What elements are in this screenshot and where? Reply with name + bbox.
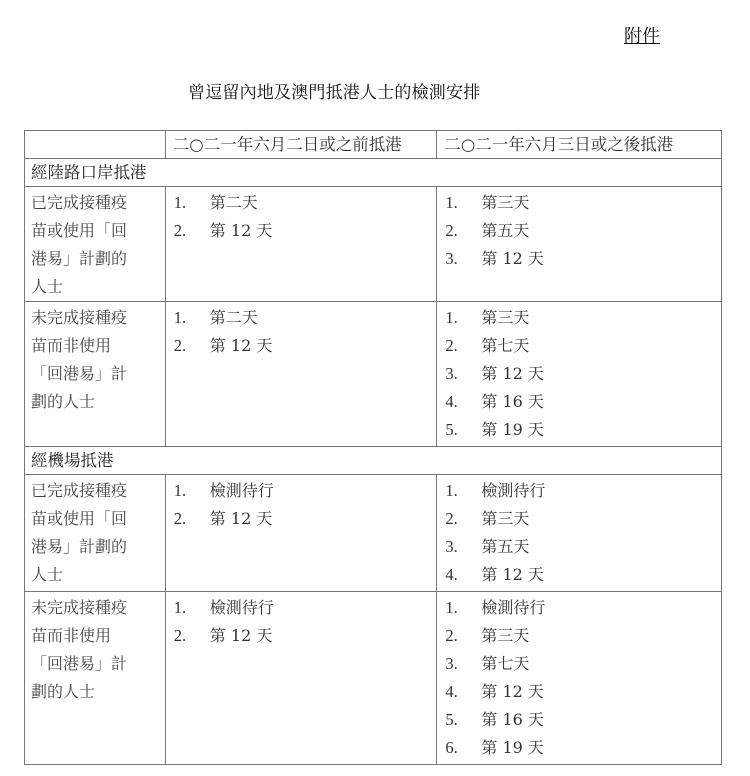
test-day-text: 第七天	[481, 336, 530, 355]
test-day-text: 第三天	[481, 193, 530, 212]
list-item	[445, 650, 717, 678]
test-day-text: 第五天	[481, 537, 530, 556]
list-number: 5.	[445, 420, 458, 439]
annex-label: 附件	[624, 26, 660, 47]
section-row	[25, 447, 722, 475]
list-item	[445, 678, 717, 706]
test-day-list	[445, 594, 717, 762]
test-day-list	[174, 189, 433, 245]
list-number: 2.	[173, 626, 187, 645]
list-number: 2.	[173, 509, 187, 528]
list-item	[445, 388, 717, 416]
list-item	[445, 561, 717, 589]
test-day-text: 第二天	[209, 308, 258, 327]
test-day-text: 第 19 天	[481, 738, 544, 757]
list-item	[445, 217, 717, 245]
after-date-cell	[437, 475, 722, 592]
test-day-text: 第三天	[481, 509, 530, 528]
test-day-text: 第 12 天	[209, 336, 273, 355]
group-label-line: 劃的人士	[31, 392, 96, 411]
list-item	[445, 533, 717, 561]
test-day-text: 第 16 天	[481, 392, 544, 411]
test-day-text: 第 19 天	[481, 420, 544, 439]
section-label: 經陸路口岸抵港	[25, 159, 722, 187]
list-item	[174, 189, 433, 217]
list-item	[445, 416, 717, 444]
group-label-line: 未完成接種疫	[31, 308, 128, 327]
test-day-text: 第 12 天	[481, 364, 544, 383]
group-label-line: 「回港易」計	[31, 364, 128, 383]
list-number: 1.	[445, 598, 458, 617]
group-label-line: 苗而非使用	[31, 626, 112, 645]
list-item	[445, 477, 717, 505]
test-day-list	[174, 304, 433, 360]
header-row	[25, 131, 722, 159]
test-day-text: 第 12 天	[481, 565, 544, 584]
table-row	[25, 187, 722, 302]
group-label-line: 苗而非使用	[31, 336, 112, 355]
before-date-cell	[165, 475, 437, 592]
list-item	[445, 304, 717, 332]
list-item	[445, 360, 717, 388]
list-item	[445, 245, 717, 273]
list-item	[174, 505, 433, 533]
list-number: 1.	[173, 193, 187, 212]
table-row	[25, 592, 722, 765]
list-number: 1.	[173, 481, 187, 500]
list-number: 2.	[173, 336, 187, 355]
test-day-list	[445, 189, 717, 273]
table-body	[25, 159, 722, 765]
group-label-line: 劃的人士	[31, 682, 96, 701]
group-label-line: 苗或使用「回	[31, 221, 128, 240]
list-number: 3.	[445, 249, 458, 268]
test-day-list	[174, 594, 433, 650]
group-label-line: 「回港易」計	[31, 654, 128, 673]
list-number: 3.	[445, 364, 458, 383]
before-date-cell	[165, 592, 437, 765]
list-item	[445, 594, 717, 622]
test-day-text: 第三天	[481, 308, 530, 327]
list-item	[174, 217, 433, 245]
group-label-line: 港易」計劃的	[31, 249, 128, 268]
section-row	[25, 159, 722, 187]
header-after-date: 二○二一年六月三日或之後抵港	[437, 131, 722, 159]
list-number: 1.	[173, 598, 187, 617]
list-number: 2.	[445, 221, 458, 240]
list-item	[445, 706, 717, 734]
test-day-text: 第 12 天	[481, 249, 544, 268]
group-cell	[25, 187, 166, 302]
list-item	[445, 734, 717, 762]
test-day-text: 第七天	[481, 654, 530, 673]
group-label-line: 港易」計劃的	[31, 537, 128, 556]
group-label-line: 已完成接種疫	[31, 193, 128, 212]
test-day-text: 第五天	[481, 221, 530, 240]
list-number: 1.	[445, 193, 458, 212]
list-item	[445, 505, 717, 533]
section-label: 經機場抵港	[25, 447, 722, 475]
list-number: 4.	[445, 565, 458, 584]
list-number: 1.	[445, 308, 458, 327]
list-number: 3.	[445, 654, 458, 673]
testing-schedule-table	[24, 130, 722, 765]
list-number: 3.	[445, 537, 458, 556]
list-item	[174, 332, 433, 360]
group-label-line: 人士	[31, 277, 64, 296]
list-item	[174, 477, 433, 505]
list-number: 4.	[445, 392, 458, 411]
list-item	[445, 332, 717, 360]
test-day-text: 第 12 天	[209, 221, 273, 240]
list-number: 2.	[445, 509, 458, 528]
test-day-text: 第 12 天	[209, 509, 273, 528]
header-empty	[25, 131, 166, 159]
test-day-text: 第二天	[209, 193, 258, 212]
list-number: 1.	[173, 308, 187, 327]
group-cell	[25, 475, 166, 592]
list-item	[174, 622, 433, 650]
after-date-cell	[437, 187, 722, 302]
test-day-text: 檢測待行	[481, 598, 546, 617]
before-date-cell	[165, 187, 437, 302]
before-date-cell	[165, 302, 437, 447]
table-row	[25, 302, 722, 447]
test-day-text: 檢測待行	[209, 598, 274, 617]
group-label-line: 已完成接種疫	[31, 481, 128, 500]
after-date-cell	[437, 592, 722, 765]
list-item	[445, 189, 717, 217]
header-before-date: 二○二一年六月二日或之前抵港	[165, 131, 437, 159]
group-label-line: 苗或使用「回	[31, 509, 128, 528]
list-number: 2.	[173, 221, 187, 240]
list-number: 2.	[445, 626, 458, 645]
test-day-text: 檢測待行	[209, 481, 274, 500]
list-number: 2.	[445, 336, 458, 355]
group-cell	[25, 302, 166, 447]
list-number: 5.	[445, 710, 458, 729]
group-cell	[25, 592, 166, 765]
list-number: 6.	[445, 738, 458, 757]
test-day-text: 第三天	[481, 626, 530, 645]
list-number: 1.	[445, 481, 458, 500]
after-date-cell	[437, 302, 722, 447]
list-item	[174, 594, 433, 622]
table-row	[25, 475, 722, 592]
test-day-list	[445, 304, 717, 444]
test-day-text: 第 12 天	[209, 626, 273, 645]
test-day-text: 檢測待行	[481, 481, 546, 500]
list-item	[174, 304, 433, 332]
group-label-line: 未完成接種疫	[31, 598, 128, 617]
test-day-text: 第 16 天	[481, 710, 544, 729]
test-day-list	[174, 477, 433, 533]
document-title: 曾逗留內地及澳門抵港人士的檢測安排	[188, 83, 481, 103]
list-item	[445, 622, 717, 650]
test-day-list	[445, 477, 717, 589]
test-day-text: 第 12 天	[481, 682, 544, 701]
group-label-line: 人士	[31, 565, 64, 584]
list-number: 4.	[445, 682, 458, 701]
